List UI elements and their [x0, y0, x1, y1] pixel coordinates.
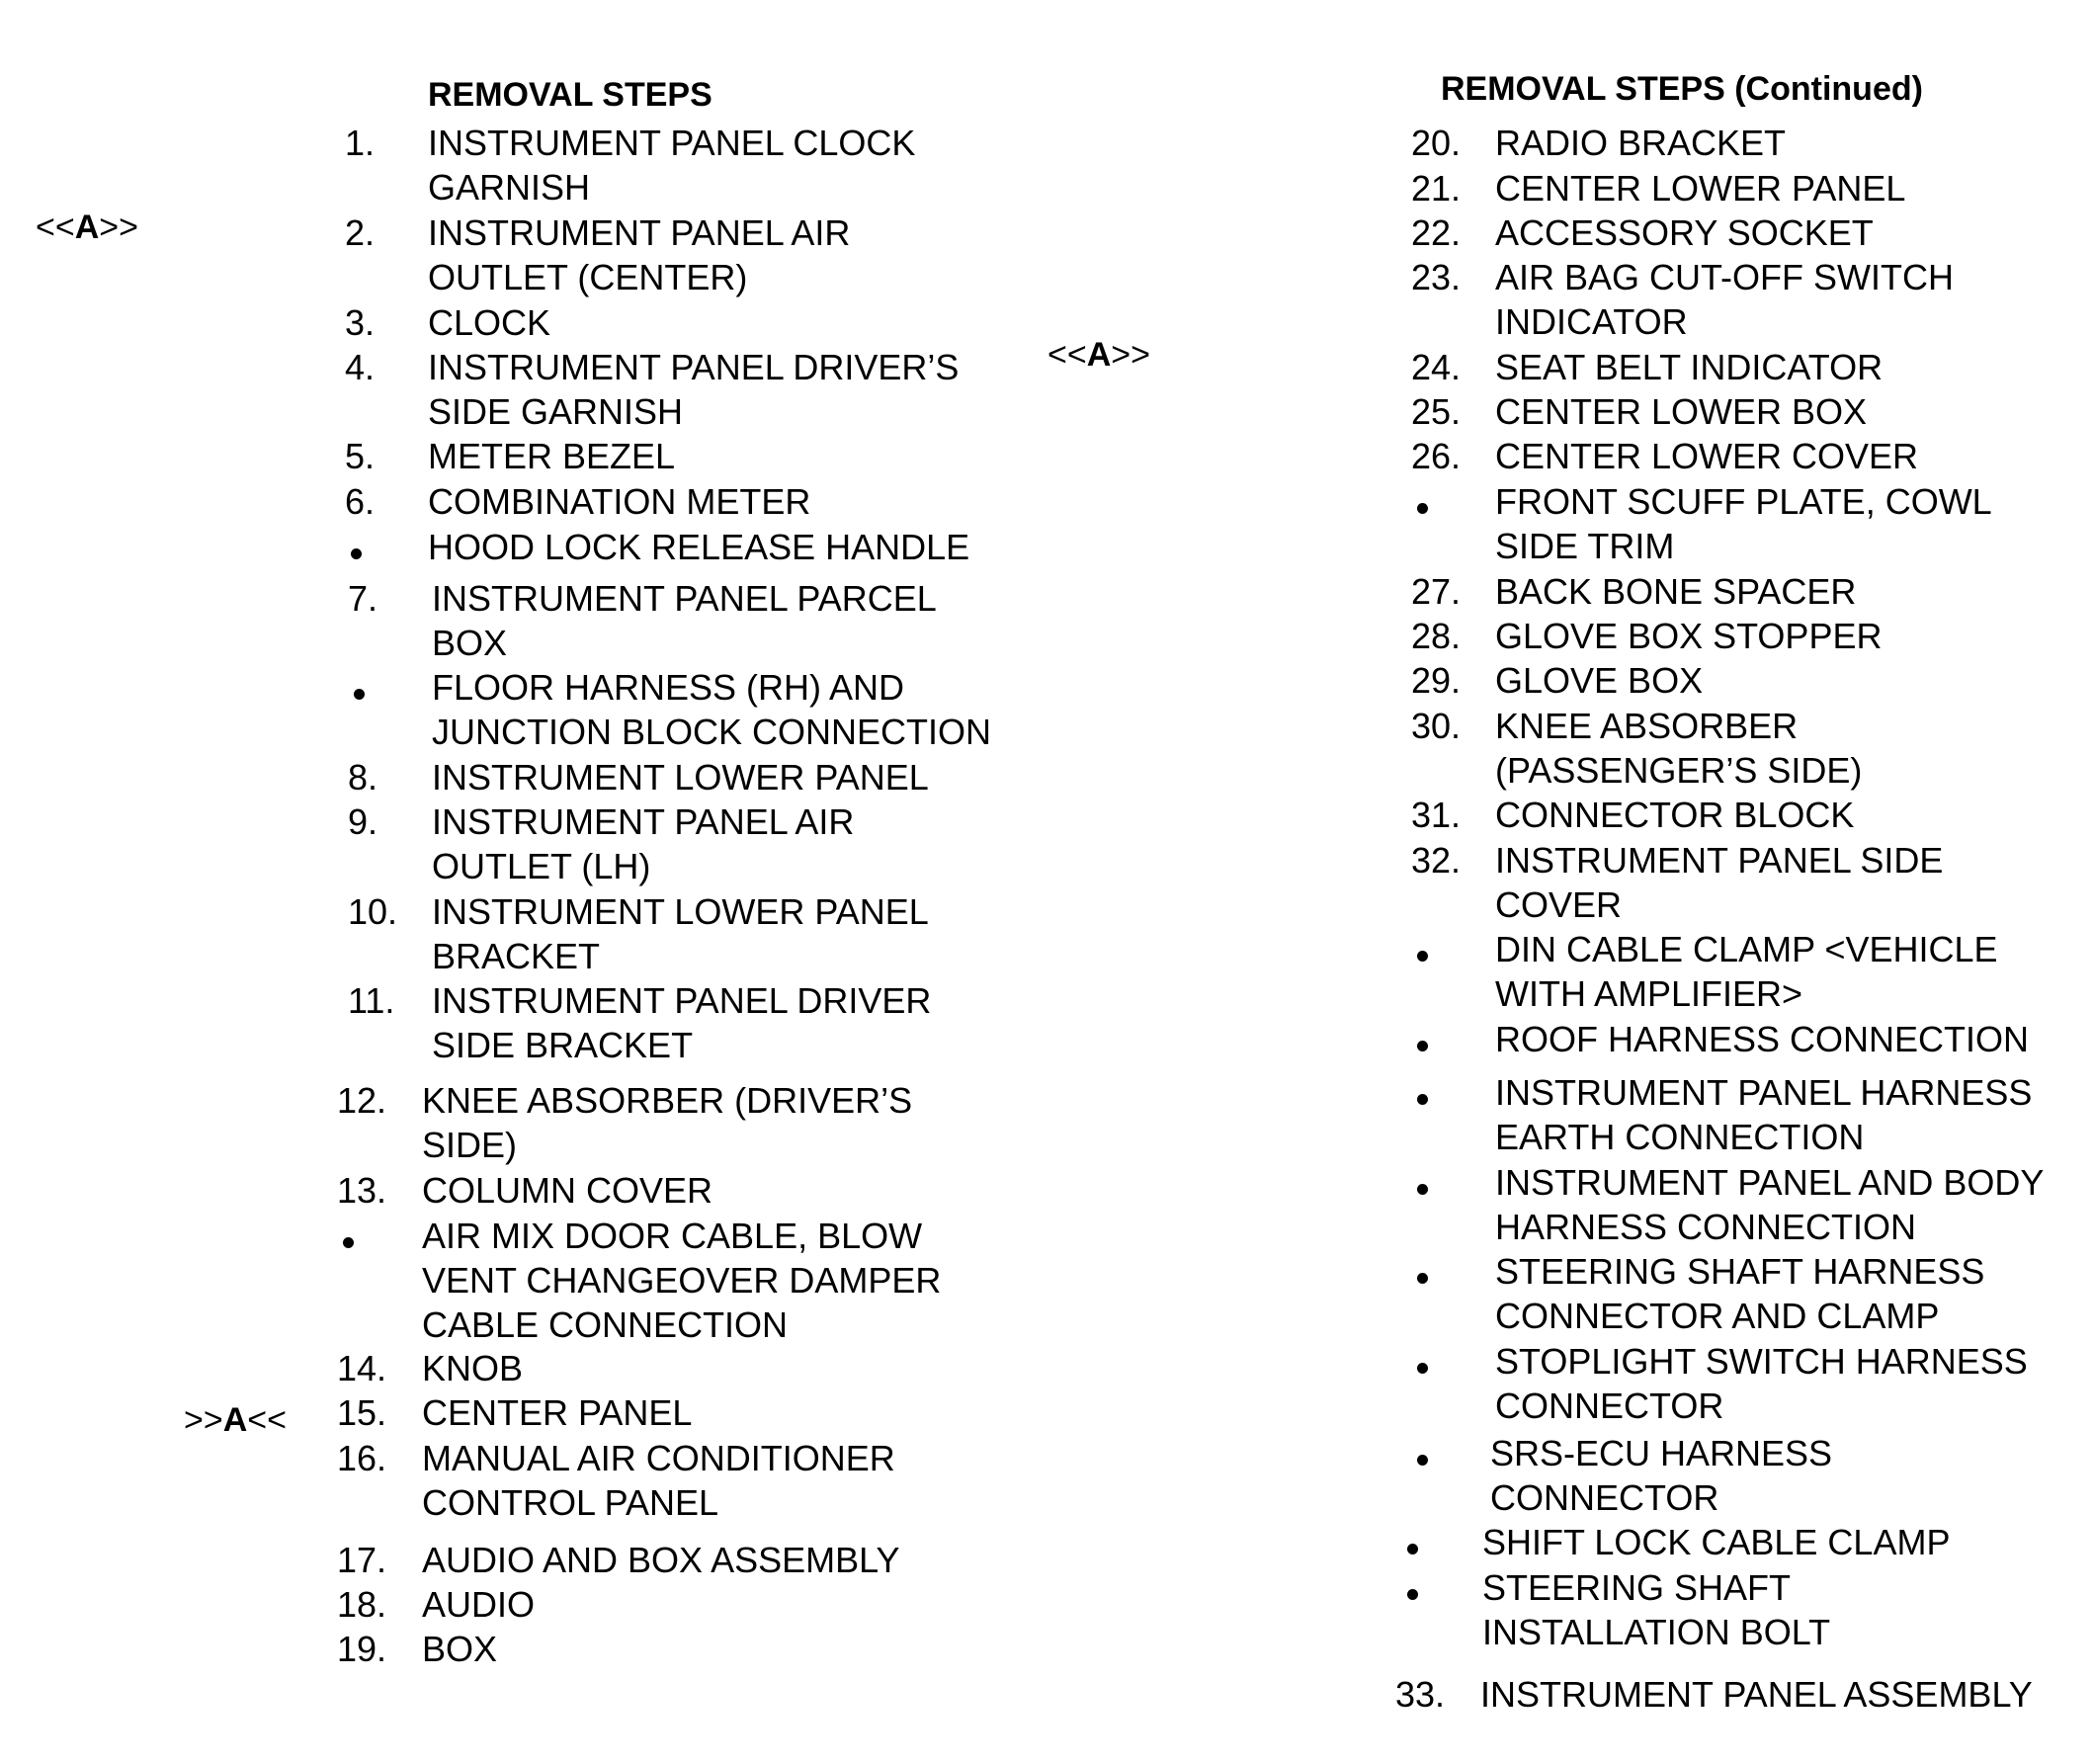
- bullet-icon: [351, 548, 362, 559]
- step-number: 13.: [337, 1170, 387, 1211]
- step-text-line: OUTLET (CENTER): [428, 257, 748, 297]
- step-number: 4.: [345, 347, 376, 387]
- step-text-line: HARNESS CONNECTION: [1495, 1207, 1917, 1247]
- step-text-line: KNEE ABSORBER (DRIVER’S: [422, 1080, 913, 1121]
- step-text: [1495, 389, 1867, 434]
- step-text-line: CONNECTOR BLOCK: [1495, 795, 1855, 835]
- step-number: 29.: [1411, 660, 1462, 701]
- step-text: [1495, 1339, 2028, 1428]
- step-text-line: FLOOR HARNESS (RH) AND: [432, 667, 905, 708]
- step-text: [1495, 1249, 1984, 1338]
- step-text-line: INSTRUMENT PANEL PARCEL: [432, 578, 937, 619]
- step-number: 18.: [337, 1584, 387, 1625]
- step-text-line: EARTH CONNECTION: [1495, 1117, 1865, 1157]
- step-text: [1480, 1672, 2033, 1717]
- step-text-line: CENTER LOWER COVER: [1495, 436, 1919, 476]
- step-text: [1495, 569, 1856, 614]
- step-number: 24.: [1411, 347, 1462, 387]
- step-text: [1495, 210, 1874, 255]
- bullet-icon: [1417, 1273, 1428, 1284]
- step-text-line: GLOVE BOX STOPPER: [1495, 616, 1883, 656]
- step-text-line: (PASSENGER’S SIDE): [1495, 750, 1863, 791]
- left-column-heading: REMOVAL STEPS: [428, 76, 712, 114]
- bullet-icon: [1417, 1094, 1428, 1105]
- step-text: [1495, 1160, 2044, 1249]
- step-text-line: CONNECTOR: [1490, 1477, 1719, 1518]
- step-text-line: BOX: [432, 623, 508, 663]
- step-text: [1495, 479, 1992, 568]
- bullet-icon: [1417, 951, 1428, 962]
- step-number: 5.: [345, 436, 376, 476]
- step-text-line: DIN CABLE CLAMP <VEHICLE: [1495, 929, 1998, 969]
- step-text-line: INSTRUMENT LOWER PANEL: [432, 891, 929, 932]
- step-text: [428, 434, 675, 478]
- step-text: [422, 1582, 535, 1627]
- step-text-line: BACK BONE SPACER: [1495, 571, 1857, 612]
- step-text-line: JUNCTION BLOCK CONNECTION: [432, 712, 992, 752]
- step-text-line: BOX: [422, 1629, 498, 1669]
- step-text-line: INSTRUMENT PANEL AIR: [432, 801, 855, 842]
- step-text: [422, 1627, 497, 1671]
- step-text: [1495, 1017, 2029, 1061]
- step-number: 19.: [337, 1629, 387, 1669]
- step-text-line: ACCESSORY SOCKET: [1495, 212, 1874, 253]
- step-text: [422, 1538, 900, 1582]
- step-text: [432, 755, 929, 799]
- step-number: 2.: [345, 212, 376, 253]
- step-text-line: KNEE ABSORBER: [1495, 706, 1799, 746]
- step-text-line: INSTRUMENT PANEL ASSEMBLY: [1480, 1674, 2033, 1715]
- step-text-line: OUTLET (LH): [432, 846, 651, 886]
- step-number: 15.: [337, 1392, 387, 1433]
- step-number: 8.: [348, 757, 378, 798]
- step-text-line: SIDE): [422, 1125, 518, 1165]
- step-text-line: STEERING SHAFT HARNESS: [1495, 1251, 1985, 1292]
- step-text-line: INSTRUMENT PANEL AIR: [428, 212, 851, 253]
- step-text-line: WITH AMPLIFIER>: [1495, 973, 1803, 1014]
- step-text-line: SIDE GARNISH: [428, 391, 684, 432]
- step-text-line: INSTRUMENT PANEL AND BODY: [1495, 1162, 2045, 1203]
- step-text: [1495, 434, 1918, 478]
- step-text: [432, 665, 991, 754]
- step-number: 7.: [348, 578, 378, 619]
- step-text-line: AUDIO: [422, 1584, 536, 1625]
- step-text-line: STEERING SHAFT: [1482, 1567, 1792, 1608]
- step-text-line: COVER: [1495, 884, 1623, 925]
- step-text-line: BRACKET: [432, 936, 601, 976]
- step-number: 12.: [337, 1080, 387, 1121]
- step-text: [432, 889, 929, 978]
- step-text-line: INSTRUMENT PANEL HARNESS: [1495, 1072, 2033, 1113]
- step-text-line: COLUMN COVER: [422, 1170, 713, 1211]
- service-point-marker-removal: <<A>>: [36, 209, 138, 246]
- step-text-line: MANUAL AIR CONDITIONER: [422, 1438, 895, 1478]
- step-text: [1482, 1520, 1950, 1564]
- step-text: [422, 1214, 941, 1347]
- step-number: 31.: [1411, 795, 1462, 835]
- right-column-heading: REMOVAL STEPS (Continued): [1441, 70, 1923, 108]
- step-text: [432, 799, 854, 888]
- service-point-marker-removal-continued: <<A>>: [1047, 336, 1150, 374]
- step-text-line: VENT CHANGEOVER DAMPER: [422, 1260, 942, 1301]
- step-text: [1495, 345, 1883, 389]
- service-point-marker-installation: >>A<<: [184, 1401, 287, 1439]
- step-text: [1482, 1565, 1830, 1654]
- step-text-line: INSTRUMENT PANEL SIDE: [1495, 840, 1944, 881]
- bullet-icon: [1417, 1455, 1428, 1466]
- step-text-line: AUDIO AND BOX ASSEMBLY: [422, 1540, 900, 1580]
- bullet-icon: [1417, 503, 1428, 514]
- step-number: 6.: [345, 481, 376, 522]
- step-text-line: SIDE BRACKET: [432, 1025, 694, 1065]
- step-number: 22.: [1411, 212, 1462, 253]
- bullet-icon: [343, 1237, 354, 1248]
- step-text-line: SHIFT LOCK CABLE CLAMP: [1482, 1522, 1951, 1562]
- bullet-icon: [1417, 1041, 1428, 1051]
- step-text: [1495, 838, 1943, 927]
- step-text: [422, 1390, 692, 1435]
- step-number: 17.: [337, 1540, 387, 1580]
- step-number: 30.: [1411, 706, 1462, 746]
- step-text-line: CONNECTOR: [1495, 1386, 1724, 1426]
- step-number: 23.: [1411, 257, 1462, 297]
- step-text-line: SEAT BELT INDICATOR: [1495, 347, 1884, 387]
- step-number: 32.: [1411, 840, 1462, 881]
- step-number: 16.: [337, 1438, 387, 1478]
- step-number: 3.: [345, 302, 376, 343]
- step-number: 27.: [1411, 571, 1462, 612]
- step-text-line: FRONT SCUFF PLATE, COWL: [1495, 481, 1992, 522]
- step-text-line: AIR MIX DOOR CABLE, BLOW: [422, 1216, 923, 1256]
- step-text: [1495, 255, 1954, 344]
- step-number: 26.: [1411, 436, 1462, 476]
- step-text-line: CONNECTOR AND CLAMP: [1495, 1296, 1940, 1336]
- bullet-icon: [1407, 1589, 1418, 1600]
- step-text-line: SRS-ECU HARNESS: [1490, 1433, 1833, 1473]
- step-number: 20.: [1411, 123, 1462, 163]
- step-number: 14.: [337, 1348, 387, 1388]
- step-number: 11.: [348, 980, 395, 1021]
- step-text-line: SIDE TRIM: [1495, 526, 1675, 566]
- step-text: [428, 525, 969, 569]
- step-text-line: CENTER LOWER BOX: [1495, 391, 1868, 432]
- step-text: [1495, 166, 1905, 210]
- step-text-line: GARNISH: [428, 167, 591, 208]
- step-number: 21.: [1411, 168, 1462, 209]
- step-text: [422, 1346, 523, 1390]
- step-text-line: CABLE CONNECTION: [422, 1304, 789, 1345]
- step-text: [1495, 1070, 2032, 1159]
- step-text: [432, 576, 937, 665]
- step-text-line: CONTROL PANEL: [422, 1482, 719, 1523]
- step-text: [428, 479, 810, 524]
- step-text-line: CLOCK: [428, 302, 551, 343]
- bullet-icon: [354, 689, 365, 700]
- step-text: [428, 300, 550, 345]
- step-text: [432, 978, 931, 1067]
- step-text-line: COMBINATION METER: [428, 481, 811, 522]
- step-text: [1495, 614, 1882, 658]
- bullet-icon: [1417, 1363, 1428, 1374]
- step-text-line: INSTRUMENT PANEL DRIVER: [432, 980, 932, 1021]
- step-text-line: HOOD LOCK RELEASE HANDLE: [428, 527, 970, 567]
- step-text-line: STOPLIGHT SWITCH HARNESS: [1495, 1341, 2028, 1382]
- step-text-line: INSTRUMENT PANEL DRIVER’S: [428, 347, 960, 387]
- step-text: [422, 1436, 895, 1525]
- step-text: [1495, 121, 1786, 165]
- bullet-icon: [1407, 1544, 1418, 1554]
- step-text: [1495, 658, 1703, 703]
- step-text: [1490, 1431, 1832, 1520]
- step-text: [1495, 704, 1862, 793]
- step-number: 9.: [348, 801, 378, 842]
- step-text: [1495, 793, 1854, 837]
- step-text: [428, 210, 850, 299]
- step-number: 1.: [345, 123, 376, 163]
- step-text-line: CENTER LOWER PANEL: [1495, 168, 1906, 209]
- step-number: 25.: [1411, 391, 1462, 432]
- step-text: [428, 345, 959, 434]
- bullet-icon: [1417, 1184, 1428, 1195]
- step-text: [1495, 927, 1998, 1016]
- step-text-line: METER BEZEL: [428, 436, 676, 476]
- step-number: 28.: [1411, 616, 1462, 656]
- step-text-line: INSTRUMENT LOWER PANEL: [432, 757, 929, 798]
- step-text-line: INSTALLATION BOLT: [1482, 1612, 1831, 1652]
- step-text-line: INDICATOR: [1495, 301, 1688, 342]
- step-text-line: AIR BAG CUT-OFF SWITCH: [1495, 257, 1954, 297]
- step-text-line: ROOF HARNESS CONNECTION: [1495, 1019, 2030, 1059]
- step-text: [422, 1078, 912, 1167]
- step-text-line: INSTRUMENT PANEL CLOCK: [428, 123, 916, 163]
- step-number: 10.: [348, 891, 398, 932]
- step-text: [428, 121, 915, 210]
- step-number: 33.: [1395, 1674, 1446, 1715]
- step-text: [422, 1168, 712, 1213]
- step-text-line: RADIO BRACKET: [1495, 123, 1787, 163]
- step-text-line: KNOB: [422, 1348, 524, 1388]
- step-text-line: GLOVE BOX: [1495, 660, 1704, 701]
- step-text-line: CENTER PANEL: [422, 1392, 693, 1433]
